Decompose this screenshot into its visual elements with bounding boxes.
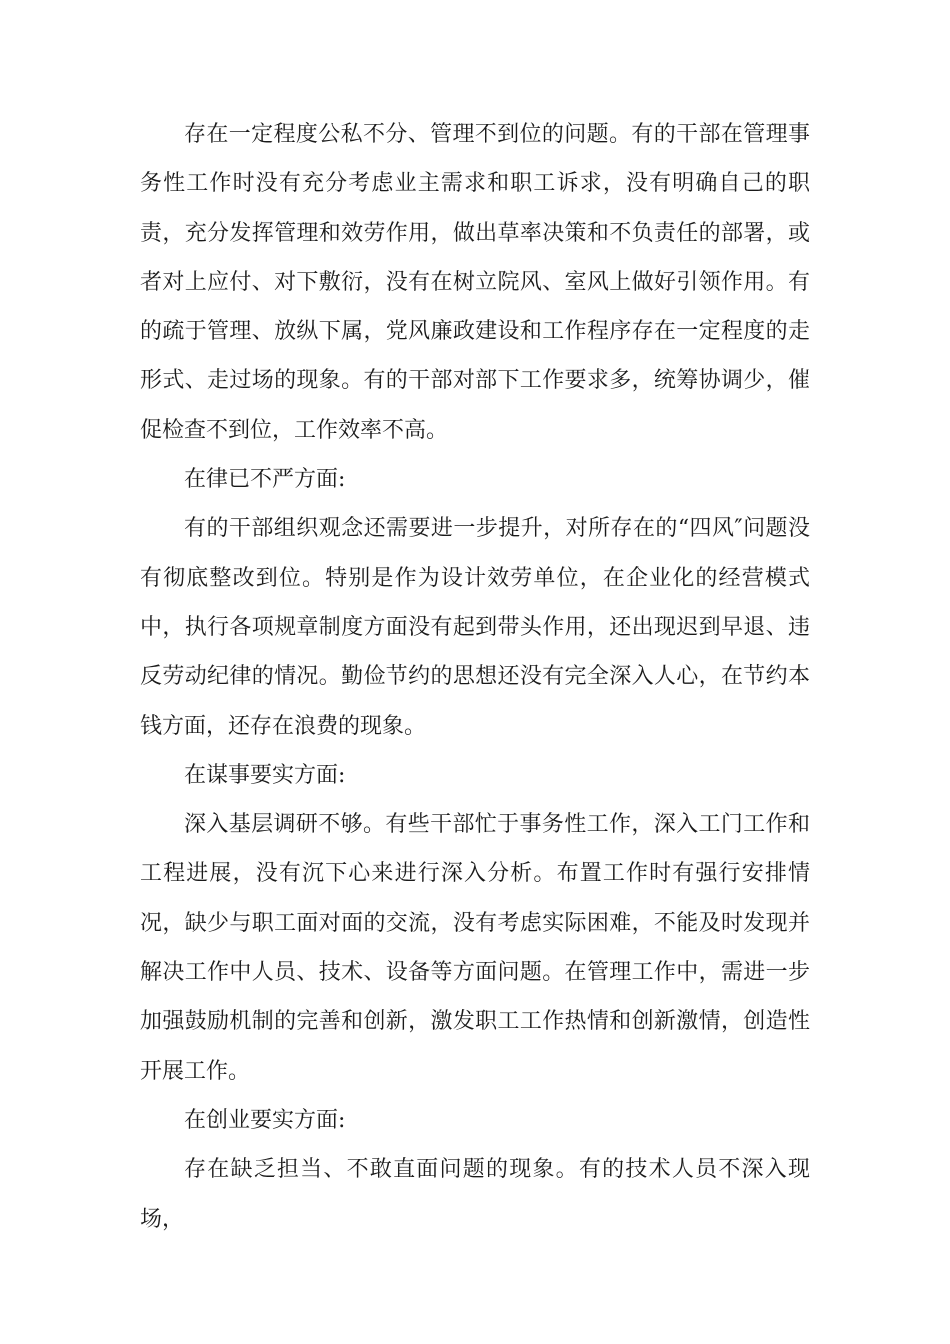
- heading-planning-practical: 在谋事要实方面:: [184, 762, 346, 788]
- paragraph-management-issues: 存在一定程度公私不分、管理不到位的问题。有的干部在管理事务性工作时没有充分考虑业主需求和职工诉求，没有明确自己的职责，充分发挥管理和效劳作用，做出草率决策和不负责任的部署，或者对上应付、对下敷衍，没有在树立院风、室风上做好引领作用。有的疏于管理、放纵下属，党风廉政建设和工作程序存在一定程度的走形式、走过场的现象。有的干部对部下工作要求多，统筹协调少，催促检查不到位，工作效率不高。: [140, 122, 810, 443]
- paragraph-entrepreneurship-practical: 存在缺乏担当、不敢直面问题的现象。有的技术人员不深入现场，: [140, 1157, 810, 1232]
- heading-entrepreneurship-practical: 在创业要实方面:: [184, 1107, 346, 1133]
- paragraph-self-discipline: 有的干部组织观念还需要进一步提升，对所存在的“四风″问题没有彻底整改到位。特别是作为设计效劳单位，在企业化的经营模式中，执行各项规章制度方面没有起到带头作用，还出现迟到早退、违反劳动纪律的情况。勤俭节约的思想还没有完全深入人心，在节约本钱方面，还存在浪费的现象。: [140, 516, 810, 739]
- document-body: [140, 110, 810, 1244]
- paragraph-planning-practical: 深入基层调研不够。有些干部忙于事务性工作，深入工门工作和工程进展，没有沉下心来进行深入分析。布置工作时有强行安排情况，缺少与职工面对面的交流，没有考虑实际困难，不能及时发现并解决工作中人员、技术、设备等方面问题。在管理工作中，需进一步加强鼓励机制的完善和创新，激发职工工作热情和创新激情，创造性开展工作。: [140, 812, 810, 1084]
- heading-self-discipline: 在律已不严方面:: [184, 467, 346, 493]
